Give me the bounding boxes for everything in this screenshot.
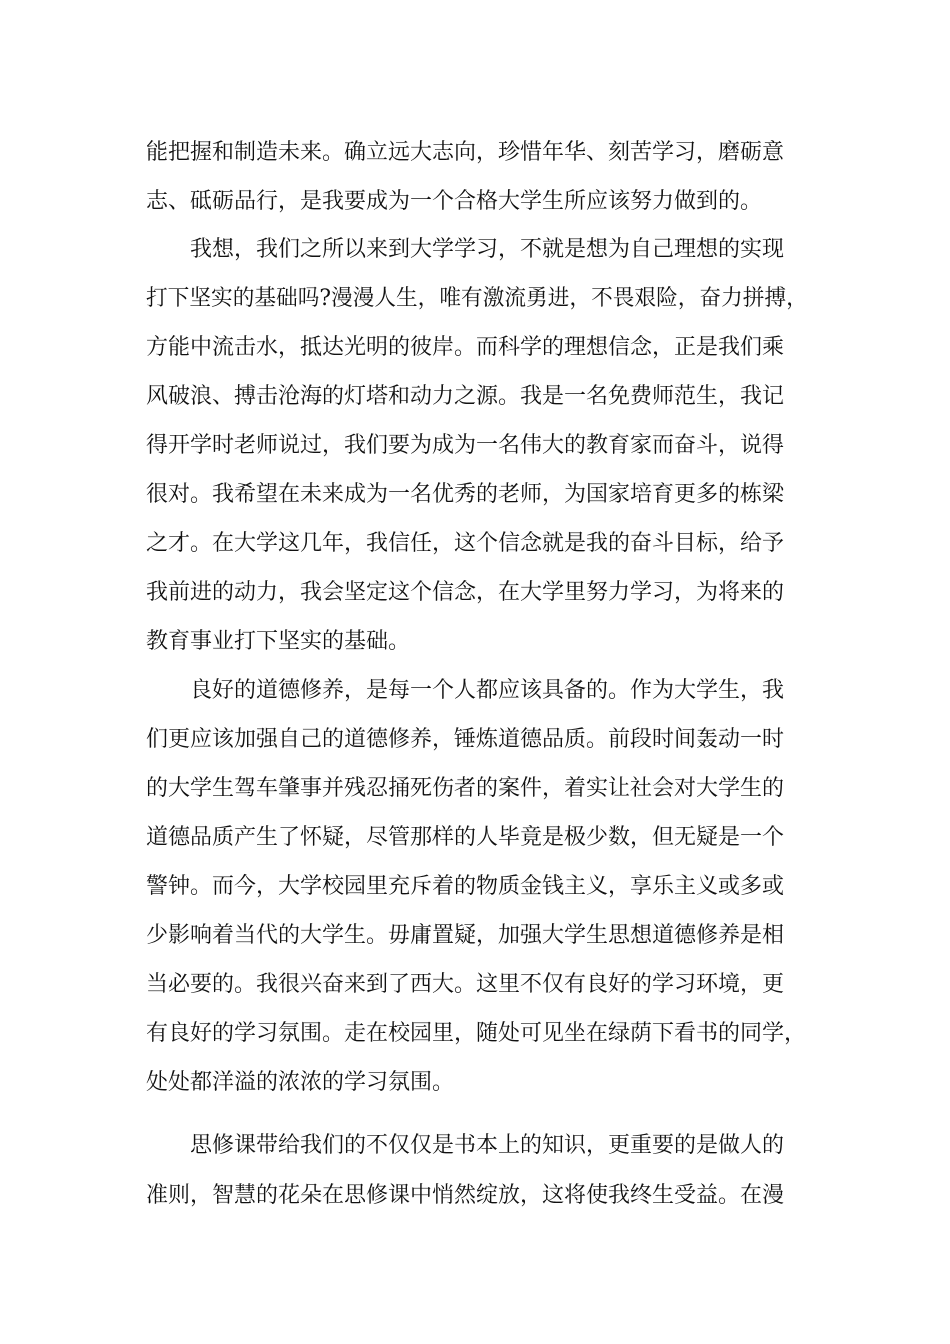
paragraph-2-line-3: 方能中流击水，抵达光明的彼岸。而科学的理想信念，正是我们乘 [146,335,785,360]
paragraph-2-line-6: 很对。我希望在未来成为一名优秀的老师，为国家培育更多的栋梁 [146,482,785,507]
paragraph-3-line-1: 良好的道德修养，是每一个人都应该具备的。作为大学生，我 [190,678,785,703]
paragraph-2-line-5: 得开学时老师说过，我们要为成为一名伟大的教育家而奋斗，说得 [146,433,785,458]
paragraph-3-line-4: 道德品质产生了怀疑，尽管那样的人毕竟是极少数，但无疑是一个 [146,825,785,850]
paragraph-4-line-2: 准则，智慧的花朵在思修课中悄然绽放，这将使我终生受益。在漫 [146,1183,785,1208]
paragraph-2-line-9: 教育事业打下坚实的基础。 [146,629,411,654]
paragraph-2-line-1: 我想，我们之所以来到大学学习，不就是想为自己理想的实现 [190,237,785,262]
paragraph-3-line-8: 有良好的学习氛围。走在校园里，随处可见坐在绿荫下看书的同学， [146,1021,807,1046]
paragraph-2-line-4: 风破浪、搏击沧海的灯塔和动力之源。我是一名免费师范生，我记 [146,384,785,409]
paragraph-1-line-1: 能把握和制造未来。确立远大志向，珍惜年华、刻苦学习，磨砺意 [146,140,785,165]
paragraph-4-line-1: 思修课带给我们的不仅仅是书本上的知识，更重要的是做人的 [190,1133,785,1158]
paragraph-2-line-8: 我前进的动力，我会坚定这个信念，在大学里努力学习，为将来的 [146,580,785,605]
paragraph-3-line-9: 处处都洋溢的浓浓的学习氛围。 [146,1070,455,1095]
paragraph-3-line-6: 少影响着当代的大学生。毋庸置疑，加强大学生思想道德修养是相 [146,923,785,948]
paragraph-2-line-7: 之才。在大学这几年，我信任，这个信念就是我的奋斗目标，给予 [146,531,785,556]
paragraph-3-line-5: 警钟。而今，大学校园里充斥着的物质金钱主义，享乐主义或多或 [146,874,785,899]
paragraph-1-line-2: 志、砥砺品行，是我要成为一个合格大学生所应该努力做到的。 [146,189,763,214]
paragraph-3-line-2: 们更应该加强自己的道德修养，锤炼道德品质。前段时间轰动一时 [146,727,785,752]
paragraph-3-line-3: 的大学生驾车肇事并残忍捅死伤者的案件，着实让社会对大学生的 [146,776,785,801]
paragraph-2-line-2: 打下坚实的基础吗?漫漫人生，唯有激流勇进，不畏艰险，奋力拼搏， [146,286,808,311]
paragraph-3-line-7: 当必要的。我很兴奋来到了西大。这里不仅有良好的学习环境，更 [146,972,785,997]
